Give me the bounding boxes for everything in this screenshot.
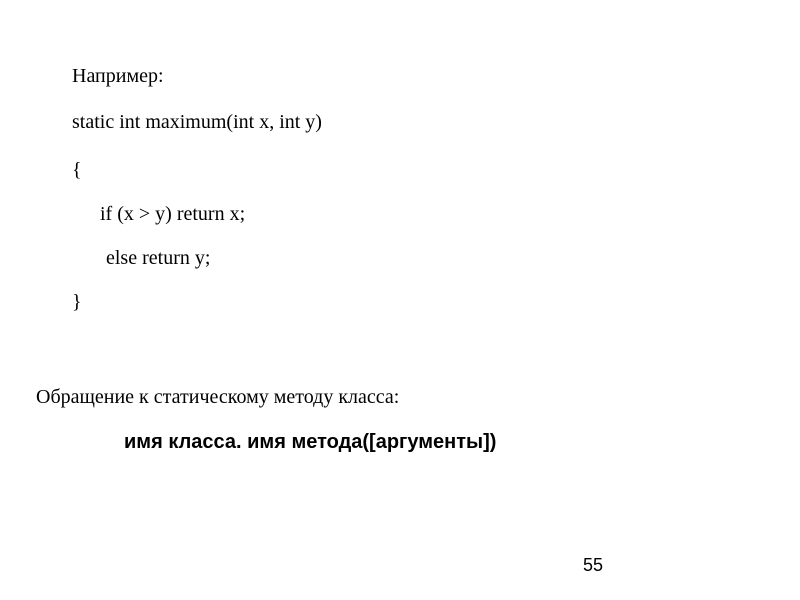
code-signature: static int maximum(int x, int y): [72, 111, 322, 133]
code-if-line: if (x > y) return x;: [100, 203, 246, 225]
code-else-line: else return y;: [106, 247, 211, 269]
example-intro: Например:: [72, 65, 164, 87]
code-close-brace: }: [72, 291, 82, 313]
code-open-brace: {: [72, 159, 82, 181]
call-syntax: имя класса. имя метода([аргументы]): [124, 431, 497, 453]
page-number: 55: [583, 555, 604, 575]
call-caption: Обращение к статическому методу класса:: [36, 386, 400, 408]
